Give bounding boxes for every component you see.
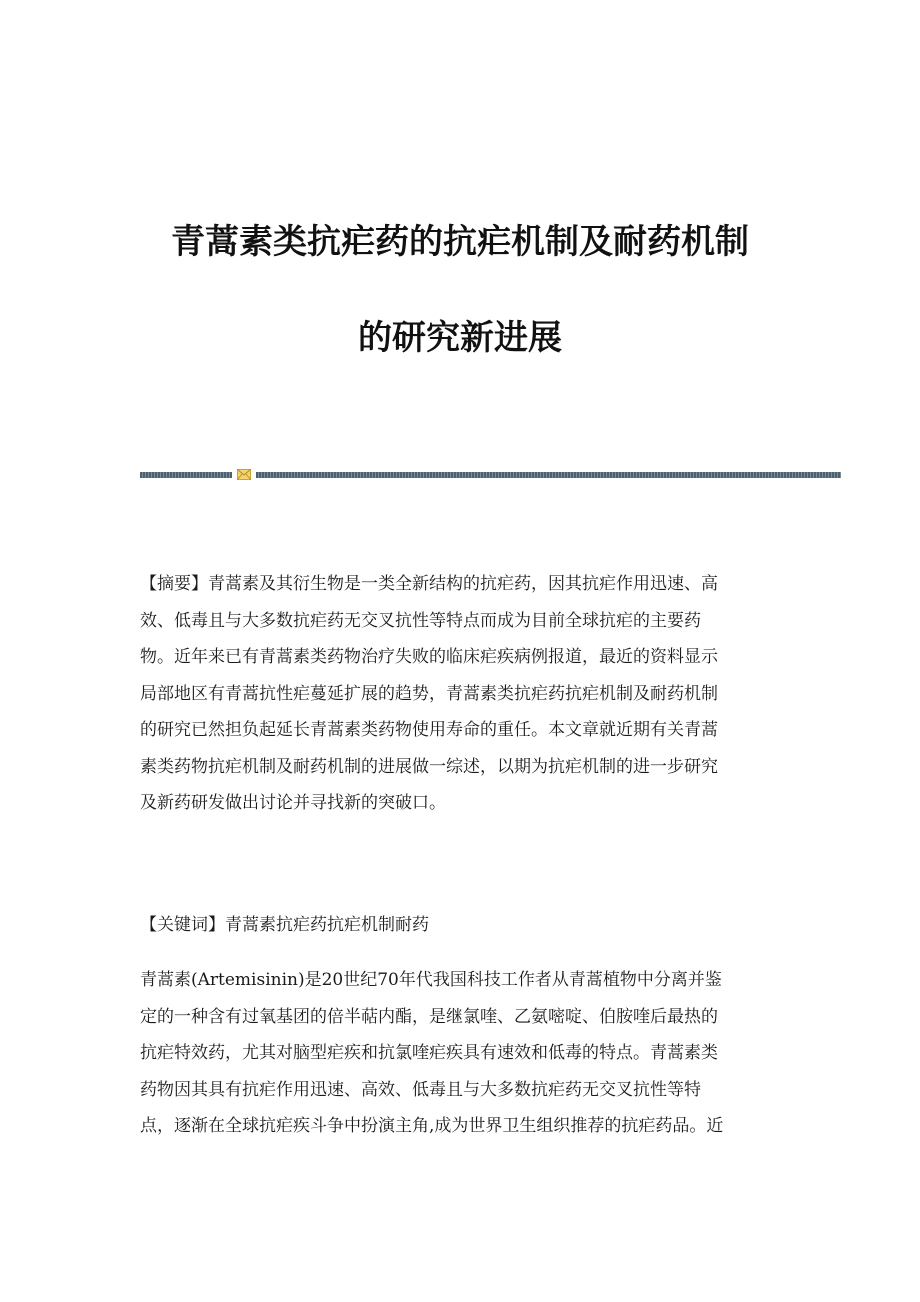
title-divider — [140, 469, 841, 480]
body-paragraph — [140, 962, 780, 1145]
body-line: 定的一种含有过氧基团的倍半萜内酯，是继氯喹、乙氨嘧啶、伯胺喹后最热的 — [140, 1006, 718, 1027]
keywords-line: 【关键词】青蒿素抗疟药抗疟机制耐药 — [140, 915, 429, 935]
abstract-line: 的研究已然担负起延长青蒿素类药物使用寿命的重任。本文章就近期有关青蒿 — [140, 720, 718, 740]
abstract-line: 局部地区有青蒿抗性疟蔓延扩展的趋势，青蒿素类抗疟药抗疟机制及耐药机制 — [140, 683, 718, 704]
body-line: 药物因其具有抗疟作用迅速、高效、低毒且与大多数抗疟药无交叉抗性等特 — [140, 1079, 701, 1100]
title-line-2: 的研究新进展 — [358, 318, 562, 358]
divider-bar-right — [256, 472, 841, 478]
abstract-line: 效、低毒且与大多数抗疟药无交叉抗性等特点而成为目前全球抗疟的主要药 — [140, 610, 701, 631]
keywords-paragraph — [140, 907, 780, 944]
abstract-line: 物。近年来已有青蒿素类药物治疗失败的临床疟疾病例报道，最近的资料显示 — [140, 647, 718, 667]
body-line: 点，逐渐在全球抗疟疾斗争中扮演主角,成为世界卫生组织推荐的抗疟药品。近 — [140, 1116, 724, 1136]
abstract-paragraph — [140, 566, 780, 822]
body-line: 青蒿素(Artemisinin)是20世纪70年代我国科技工作者从青蒿植物中分离并鉴 — [140, 970, 722, 990]
abstract-line: 【摘要】青蒿素及其衍生物是一类全新结构的抗疟药，因其抗疟作用迅速、高 — [140, 574, 718, 594]
title-line-1: 青蒿素类抗疟药的抗疟机制及耐药机制 — [171, 222, 749, 262]
divider-bar-left — [140, 472, 232, 478]
abstract-line: 素类药物抗疟机制及耐药机制的进展做一综述，以期为抗疟机制的进一步研究 — [140, 756, 718, 777]
envelope-ornament-icon — [237, 469, 251, 480]
abstract-line: 及新药研发做出讨论并寻找新的突破口。 — [140, 793, 446, 813]
body-line: 抗疟特效药，尤其对脑型疟疾和抗氯喹疟疾具有速效和低毒的特点。青蒿素类 — [140, 1043, 718, 1063]
